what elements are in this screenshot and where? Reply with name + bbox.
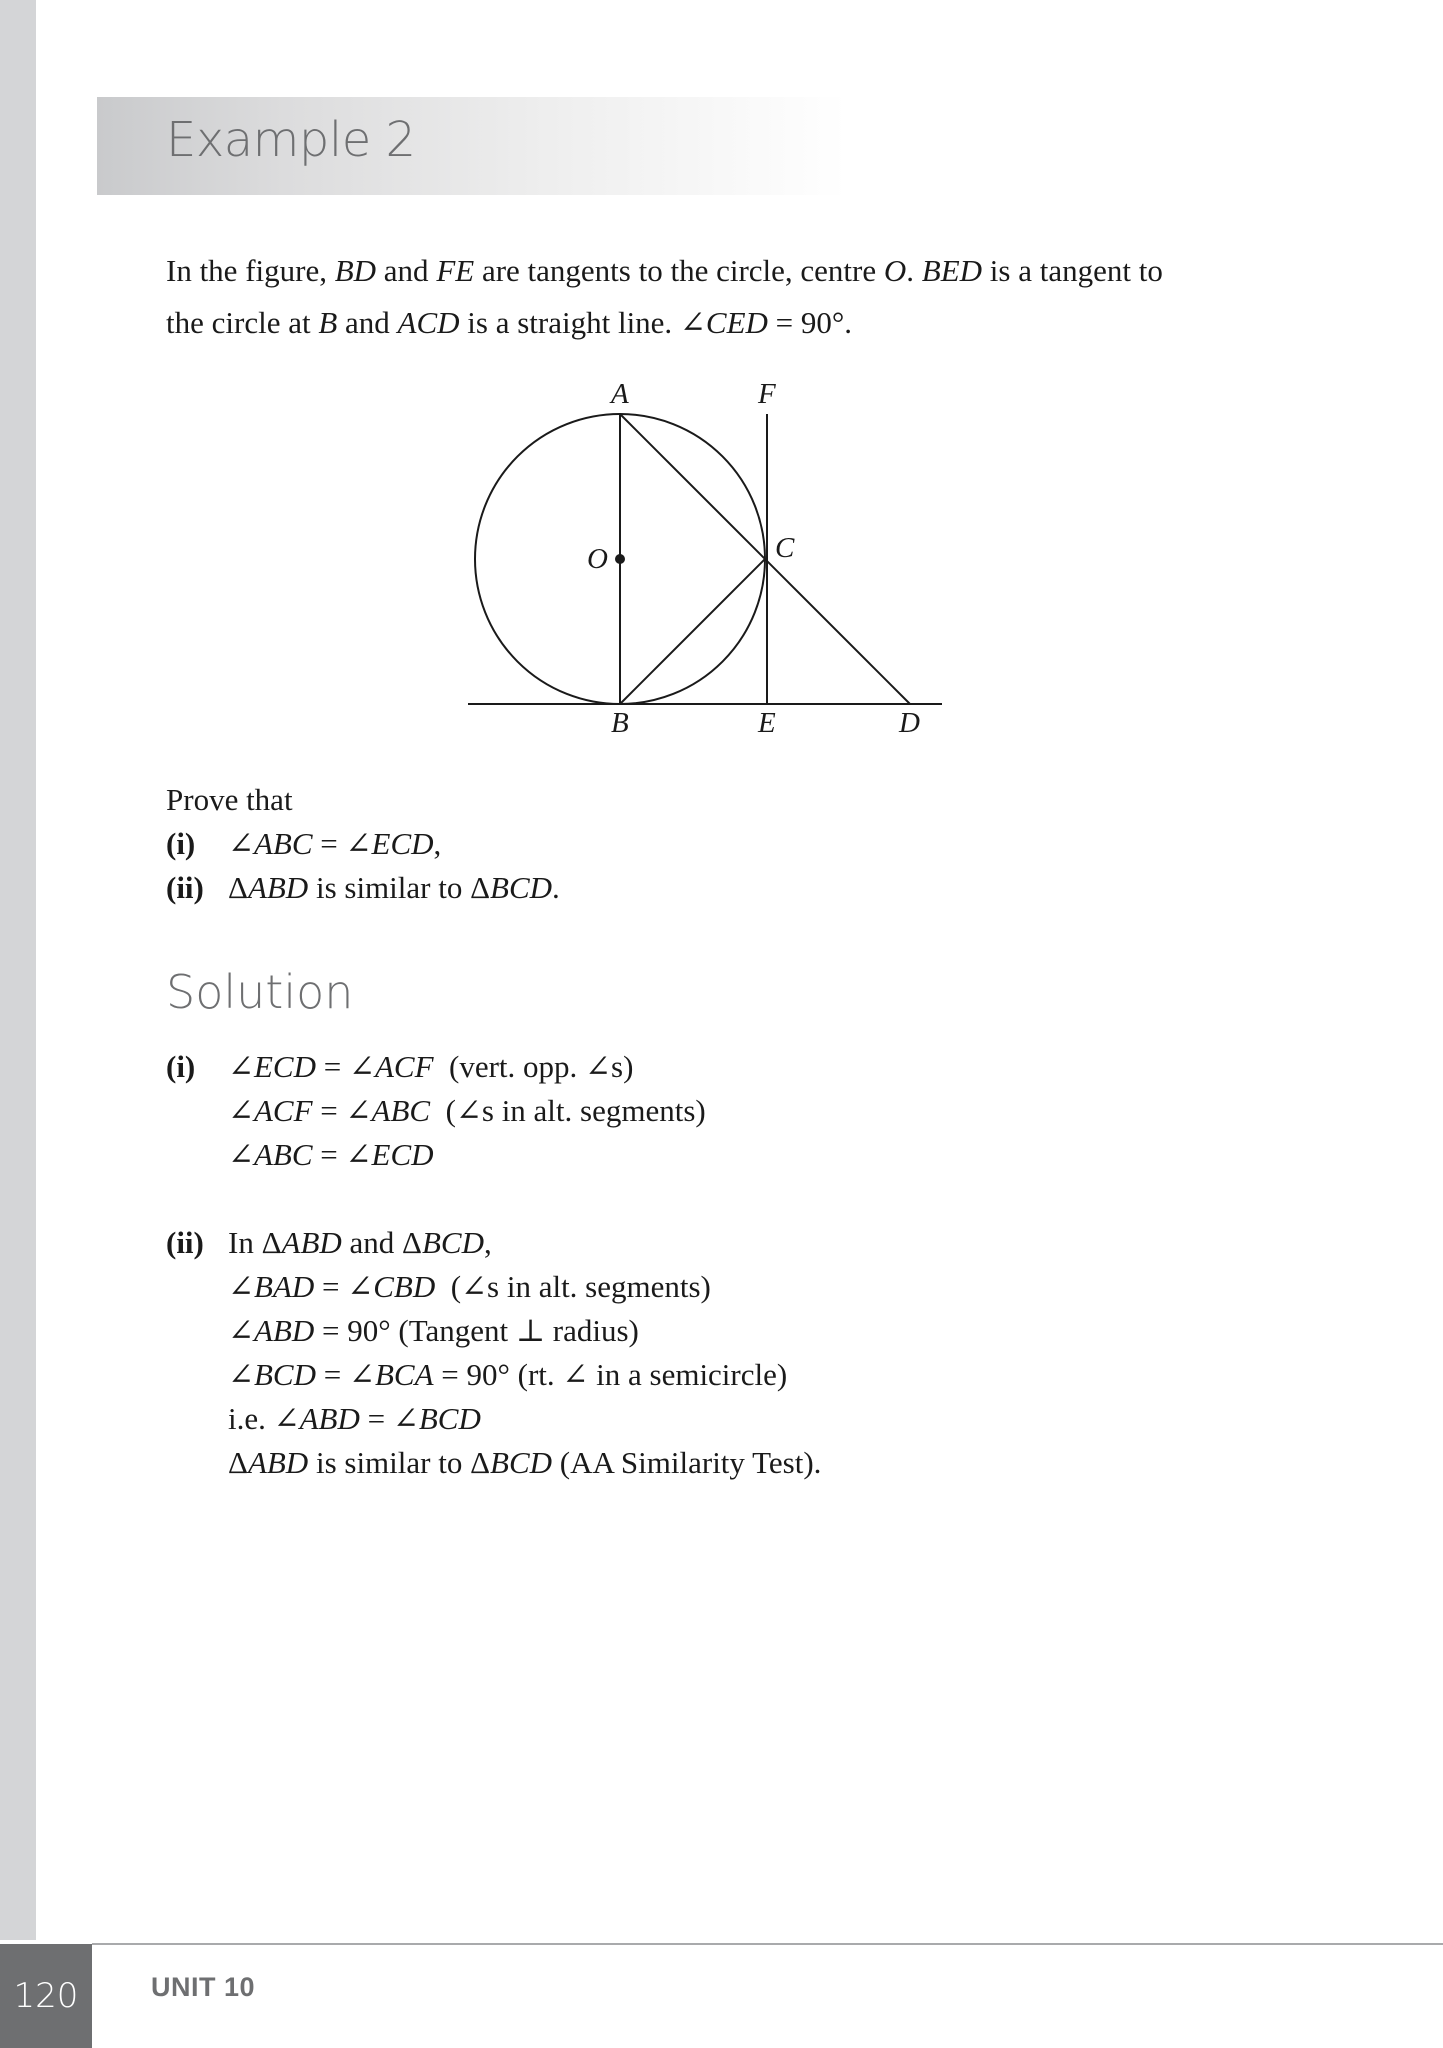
solution-line: ∠ACF = ∠ABC (∠s in alt. segments) (228, 1093, 706, 1128)
solution-line: ∠ABD = 90° (Tangent ⊥ radius) (228, 1313, 639, 1348)
geometry-figure (460, 370, 960, 750)
unit-label: UNIT 10 (151, 1972, 256, 2002)
prove-item-1: (i) ∠ABC = ∠ECD, (166, 826, 442, 861)
solution-line: ∠ABC = ∠ECD (228, 1137, 434, 1172)
solution-line: ∠BCD = ∠BCA = 90° (rt. ∠ in a semicircle) (228, 1357, 788, 1392)
label-d: D (899, 707, 920, 739)
label-f: F (758, 378, 776, 410)
prove-section (166, 778, 560, 910)
solution-line: ∠BAD = ∠CBD (∠s in alt. segments) (228, 1269, 711, 1304)
prove-item-2: (ii) ΔABD is similar to ΔBCD. (166, 870, 560, 905)
side-strip (0, 0, 36, 1940)
example-title: Example 2 (166, 112, 416, 168)
solution-line: (i) ∠ECD = ∠ACF (vert. opp. ∠s) (166, 1049, 634, 1084)
solution-line: (ii) In ΔABD and ΔBCD, (166, 1225, 492, 1260)
geometry-diagram (460, 370, 960, 750)
problem-line-1: In the figure, BD and FE are tangents to the circle, centre O. BED is a tangent to (166, 253, 1163, 288)
centre-dot (615, 554, 625, 564)
solution-title: Solution (166, 965, 354, 1019)
page-number: 120 (0, 1944, 92, 2048)
chord-bc (620, 559, 765, 704)
solution-line: ΔABD is similar to ΔBCD (AA Similarity Test). (228, 1445, 822, 1480)
footer-rule (92, 1943, 1443, 1945)
problem-statement (166, 245, 1316, 349)
label-o: O (587, 543, 608, 575)
solution-part-1 (166, 1045, 821, 1177)
solution-body (166, 1045, 821, 1529)
label-b: B (611, 707, 629, 739)
label-c: C (775, 532, 795, 564)
problem-line-2: the circle at B and ACD is a straight line. ∠CED = 90°. (166, 305, 853, 340)
label-e: E (758, 707, 776, 739)
solution-line: i.e. ∠ABD = ∠BCD (228, 1401, 481, 1436)
solution-part-2 (166, 1221, 821, 1485)
prove-intro: Prove that (166, 782, 293, 817)
label-a: A (611, 378, 629, 410)
